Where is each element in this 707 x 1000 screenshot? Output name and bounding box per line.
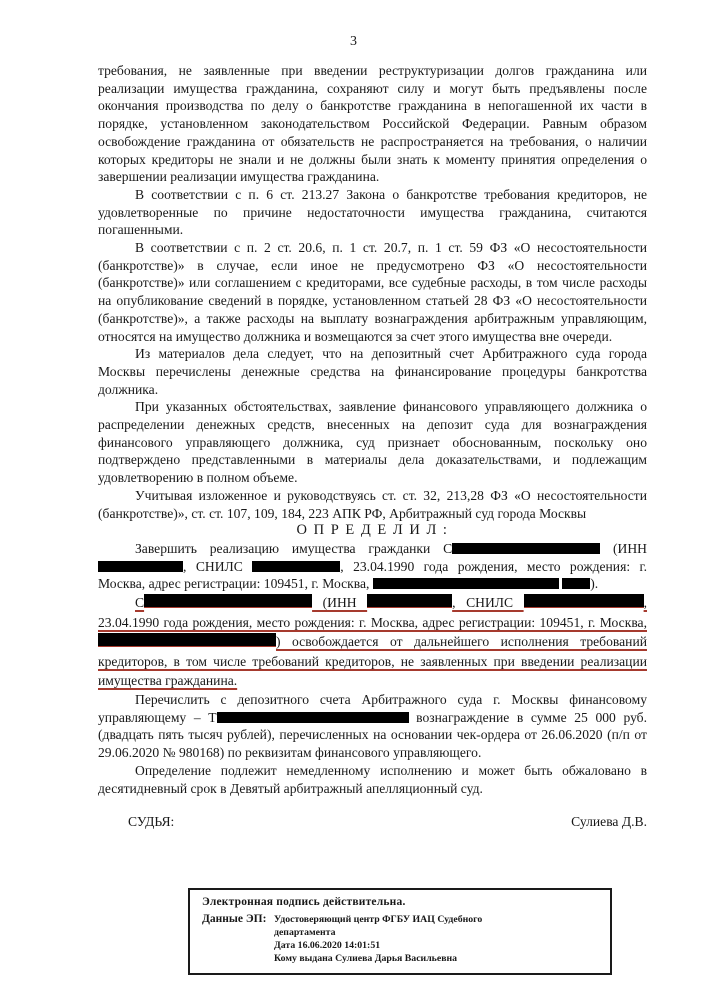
signature-details (274, 913, 492, 965)
text-segment: В соответствии с п. 6 ст. 213.27 Закона о банкротстве требования кредиторов, не удовлетворенные по причине недостаточности имущества гражданина, считаются погашенными. (98, 186, 647, 238)
judge-label: СУДЬЯ: (128, 814, 175, 830)
document-body (98, 62, 647, 831)
text-segment: Завершить реализацию имущества гражданки С (135, 540, 453, 556)
text-segment: Учитывая изложенное и руководствуясь ст. ст. 32, 213,28 ФЗ «О несостоятельности (банкротстве)», ст. ст. 107, 109, 184, 223 АПК РФ, Арбитражный суд города Москвы (98, 487, 647, 521)
signature-stamp (188, 888, 612, 975)
text-segment: (ИНН (312, 595, 368, 611)
text-segment: вознаграждение в сумме 25 000 руб. (двадцать пять тысяч рублей), перечисленных на основании чек-ордера от 26.06.2020 (п/п от 29.06.2020 № 980168) по реквизитам финансового управляющего. (98, 709, 648, 761)
text-segment: В соответствии с п. 2 ст. 20.6, п. 1 ст. 20.7, п. 1 ст. 59 ФЗ «О несостоятельности (банкротстве)» в случае, если иное не предусмотрено ФЗ «О несостоятельности (банкротстве)» или соглашением с кредиторами, все судебные расходы, в том числе расходы на опубликование сведений в порядке, установленном статьей 28 ФЗ «О несостоятельности (банкротстве)», а также расходы на выплату вознаграждения арбитражным управляющим, относятся на имущество должника и возмещаются за счет этого имущества вне очереди. (98, 240, 647, 344)
judge-row (98, 813, 647, 831)
text-segment: ) освобождается от дальнейшего исполнения требований кредиторов, в том числе требований кредиторов, не заявленных при введении реализации имущества гражданина. (98, 634, 647, 689)
text-segment: Из материалов дела следует, что на депозитный счет Арбитражного суда города Москвы перечислены денежные средства на финансирование процедуры банкротства должника. (98, 346, 647, 397)
paragraph (98, 593, 647, 691)
redaction-bar (252, 561, 340, 572)
operative-heading: О П Р Е Д Е Л И Л : (296, 522, 449, 539)
redaction-bar (144, 594, 312, 608)
paragraph (98, 186, 647, 239)
text-segment: (ИНН (600, 540, 647, 556)
text-segment: Перечислить с депозитного счета Арбитражного суда г. Москвы финансовому управляющему – Т (98, 692, 647, 725)
text-segment: , 23.04.1990 года рождения, место рождения: г. Москва, адрес регистрации: 109451, г. Москва, (98, 558, 647, 592)
redaction-bar (98, 633, 276, 647)
signature-detail-line: Дата 16.06.2020 14:01:51 (274, 940, 381, 951)
redaction-bar (562, 578, 590, 589)
paragraph (98, 540, 647, 593)
redaction-bar (217, 712, 409, 723)
judge-name: Сулиева Д.В. (571, 814, 647, 830)
paragraph (98, 487, 647, 522)
text-segment: , СНИЛС (452, 595, 524, 611)
signature-data-row (202, 913, 600, 965)
signature-valid-text: Электронная подпись действительна. (202, 896, 406, 908)
redaction-bar (367, 594, 452, 608)
paragraph (98, 345, 647, 398)
paragraph (98, 239, 647, 345)
document-paragraphs (98, 62, 647, 797)
redaction-bar (98, 561, 183, 572)
paragraph (98, 762, 647, 797)
signature-detail-line: Кому выдана Сулиева Дарья Васильевна (274, 953, 458, 964)
text-segment: , 23.04.1990 года рождения, место рождения: г. Москва, адрес регистрации: 109451, г. Москва, (98, 595, 648, 630)
signature-detail-line: Удостоверяющий центр ФГБУ ИАЦ Судебного департамента (274, 914, 483, 938)
redaction-bar (373, 578, 559, 589)
text-segment: требования, не заявленные при введении реструктуризации долгов гражданина или реализации имущества гражданина, сохраняют силу и могут быть предъявлены после окончания производства по делу о банкротстве гражданина в непогашенной их части в порядке, установленном законодательством Российской Федерации. Равным образом освобождение гражданина от обязательств не распространяется на требования, о наличии которых кредиторы не знали и не должны были знать к моменту принятия определения о завершении реализации имущества гражданина. (98, 63, 647, 185)
text-segment: , СНИЛС (183, 558, 253, 574)
signature-data-label: Данные ЭП: (202, 913, 267, 925)
text-segment: Определение подлежит немедленному исполнению и может быть обжаловано в десятидневный срок в Девятый арбитражный апелляционный суд. (98, 762, 647, 796)
paragraph (98, 691, 647, 762)
text-segment: При указанных обстоятельствах, заявление финансового управляющего должника о распределении денежных средств, внесенных на депозит суда для вознаграждения финансового управляющего должника, суд признает обоснованным, поскольку оно подтверждено представленными в материалы дела доказательствами, и подлежащим удовлетворению в полном объеме. (98, 399, 647, 486)
text-segment: С (135, 595, 145, 611)
redaction-bar (452, 543, 600, 554)
paragraph (98, 62, 647, 186)
text-segment: ). (590, 576, 599, 592)
page-number: 3 (350, 34, 357, 49)
redaction-bar (524, 594, 644, 608)
paragraph (98, 398, 647, 487)
